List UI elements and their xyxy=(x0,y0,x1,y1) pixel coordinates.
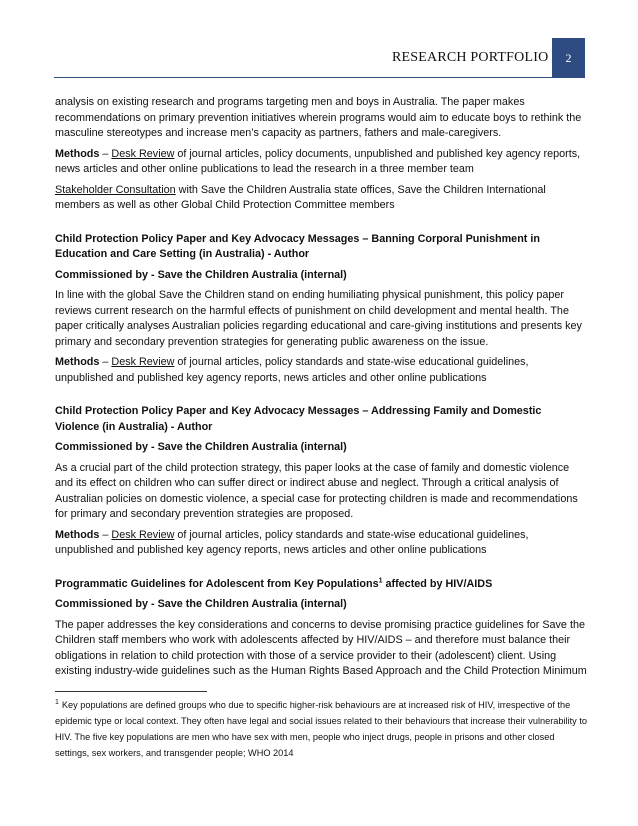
section-body: The paper addresses the key considerations and concerns to devise promising practice guidelines for Save the Children staff members who work with adolescents affected by HIV/AIDS – and therefore must balance their obligations in relation to child protection with those of a service provider to their (adolescent) client. Using existing industry-wide guidelines such as the Human Rights Based Approach and the Child Protection Minimum xyxy=(55,618,587,677)
methods-text: of journal articles, policy standards and state-wise educational guidelines, unpublished and published key agency reports, news articles and other online publications xyxy=(55,356,529,384)
section-title: Child Protection Policy Paper and Key Advocacy Messages – Addressing Family and Domestic Violence (in Australia) - Author xyxy=(55,405,542,433)
section-title: Child Protection Policy Paper and Key Advocacy Messages – Banning Corporal Punishment in Education and Care Setting (in Australia) - Author xyxy=(55,232,540,260)
intro-consultation-paragraph xyxy=(55,183,587,214)
section-commissioned: Commissioned by - Save the Children Australia (internal) xyxy=(55,441,347,453)
methods-dash: – xyxy=(99,528,112,541)
footnote-text: Key populations are defined groups who due to specific higher-risk behaviours are at increased risk of HIV, irrespective of the epidemic type or local context. They often have legal and social issues related to their behaviours that increase their vulnerability to HIV. The five key populations are men who have sex with men, people who inject drugs, people in prisons and other closed settings, sex workers, and transgender people; WHO 2014 xyxy=(55,700,587,758)
body-content xyxy=(55,95,587,685)
methods-label: Methods xyxy=(55,356,100,368)
desk-review-link: Desk Review xyxy=(111,356,175,368)
section-commissioned: Commissioned by - Save the Children Australia (internal) xyxy=(55,598,347,610)
section-gap xyxy=(55,564,587,577)
section-title-post: affected by HIV/AIDS xyxy=(382,577,493,590)
intro-methods-paragraph xyxy=(55,147,587,178)
methods-text: of journal articles, policy documents, unpublished and published key agency reports, news articles and other online publications to lead the research in a three member team xyxy=(55,147,581,175)
methods-label: Methods xyxy=(55,528,100,541)
consultation-text: with Save the Children Australia state offices, Save the Children International members as well as other Global Child Protection Committee members xyxy=(55,183,546,211)
section-title-pre: Programmatic Guidelines for Adolescent from Key Populations xyxy=(55,577,379,590)
section-body: As a crucial part of the child protection strategy, this paper looks at the case of family and domestic violence and its effect on children who can suffer direct or indirect abuse and neglect. Through a critical analysis of Australian policies on domestic violence, a special case for protecting children is made and recommendations for primary and secondary prevention strategies are proposed. xyxy=(55,461,578,520)
section-body: In line with the global Save the Children stand on ending humiliating physical punishment, this policy paper reviews current research on the harmful effects of punishment on child development and mental health. The paper critically analyses Australian policies regarding educational and care-giving institutions and presents key primary and secondary prevention strategies for generating public awareness on the issue. xyxy=(55,289,582,348)
page-number-badge xyxy=(552,38,585,78)
section-title xyxy=(55,577,587,593)
desk-review-link: Desk Review xyxy=(111,147,175,160)
methods-dash: – xyxy=(99,147,112,160)
section-gap xyxy=(55,219,587,232)
page-number: 2 xyxy=(565,50,572,65)
running-header-title: RESEARCH PORTFOLIO xyxy=(392,50,549,65)
methods-text: of journal articles, policy standards and state-wise educational guidelines, unpublished and published key agency reports, news articles and other online publications xyxy=(55,528,529,556)
footnote-reference: 1 xyxy=(378,576,383,584)
section-commissioned: Commissioned by - Save the Children Australia (internal) xyxy=(55,268,347,281)
section-methods-paragraph xyxy=(55,528,587,559)
methods-dash: – xyxy=(99,356,112,368)
desk-review-link: Desk Review xyxy=(111,528,175,541)
footnote-mark: 1 xyxy=(55,698,59,706)
header-rule xyxy=(54,77,585,78)
footnote-rule xyxy=(55,691,207,692)
footnote xyxy=(55,697,587,761)
intro-continued-paragraph: analysis on existing research and programs targeting men and boys in Australia. The paper makes recommendations on primary prevention initiatives wherein programs would aim to educate boys to rethink the masculine stereotypes and increase men’s capacity as partners, fathers and male-caregivers. xyxy=(55,96,582,139)
section-methods-paragraph xyxy=(55,355,587,386)
stakeholder-consultation-link: Stakeholder Consultation xyxy=(55,183,176,196)
methods-label: Methods xyxy=(55,147,100,160)
section-gap xyxy=(55,391,587,404)
